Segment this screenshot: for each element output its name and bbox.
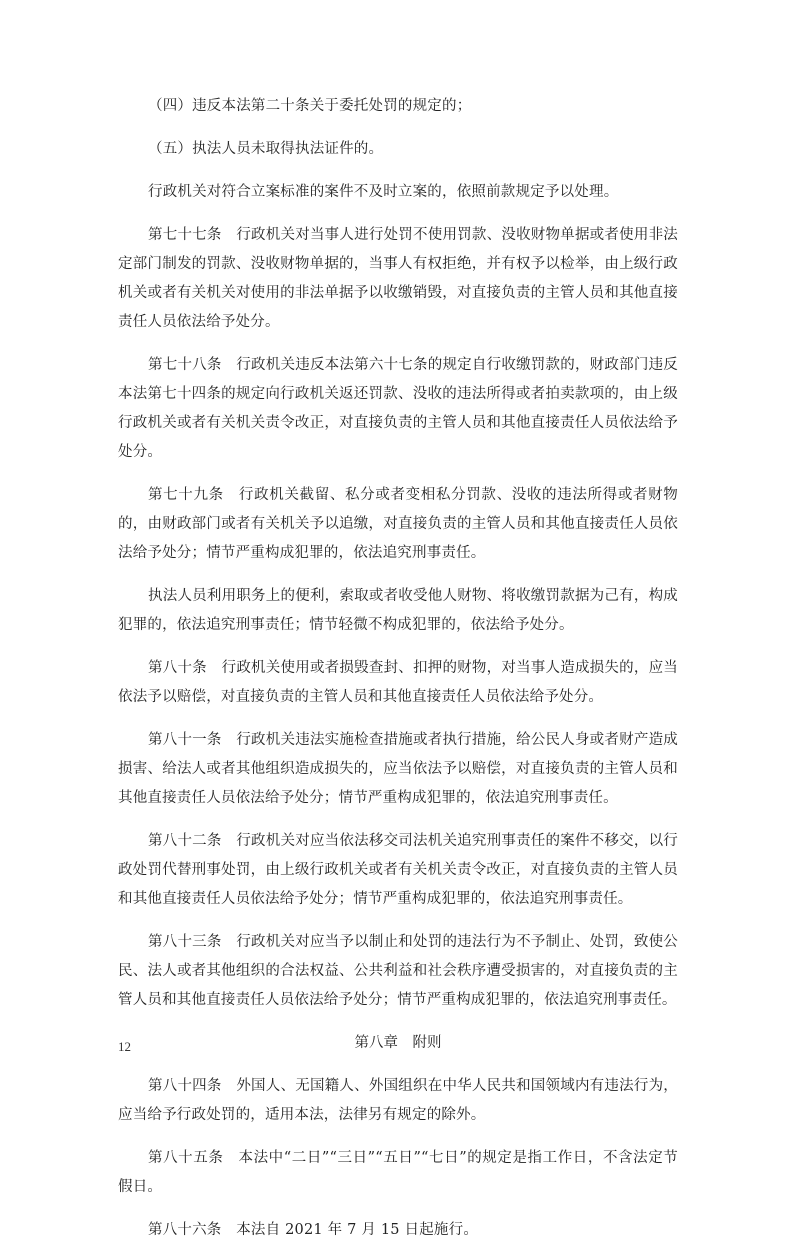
clause-item-5: （五）执法人员未取得执法证件的。 [148, 141, 384, 157]
article-83: 第八十三条 行政机关对应当予以制止和处罚的违法行为不予制止、处罚，致使公民、法人或者其他组织的合法权益、公共利益和社会秩序遭受损害的，对直接负责的主管人员和其他直接责任人员依法给予处分；情节严重构成犯罪的，依法追究刑事责任。 [118, 934, 678, 1008]
article-82: 第八十二条 行政机关对应当依法移交司法机关追究刑事责任的案件不移交，以行政处罚代替刑事处罚，由上级行政机关或者有关机关责令改正，对直接负责的主管人员和其他直接责任人员依法给予处分；情节严重构成犯罪的，依法追究刑事责任。 [118, 833, 678, 907]
page-number: 12 [118, 1039, 131, 1054]
page-body [118, 92, 678, 1245]
article-79: 第七十九条 行政机关截留、私分或者变相私分罚款、没收的违法所得或者财物的，由财政部门或者有关机关予以追缴，对直接负责的主管人员和其他直接责任人员依法给予处分；情节严重构成犯罪的，依法追究刑事责任。 [118, 487, 678, 561]
article-85: 第八十五条 本法中“二日”“三日”“五日”“七日”的规定是指工作日，不含法定节假日。 [118, 1150, 678, 1195]
chapter-heading: 第八章 附则 [354, 1035, 442, 1051]
article-80: 第八十条 行政机关使用或者损毁查封、扣押的财物，对当事人造成损失的，应当依法予以赔偿，对直接负责的主管人员和其他直接责任人员依法给予处分。 [118, 660, 678, 705]
article-78: 第七十八条 行政机关违反本法第六十七条的规定自行收缴罚款的，财政部门违反本法第七十四条的规定向行政机关返还罚款、没收的违法所得或者拍卖款项的，由上级行政机关或者有关机关责令改正，对直接负责的主管人员和其他直接责任人员依法给予处分。 [118, 357, 678, 460]
article-79-paragraph-2: 执法人员利用职务上的便利，索取或者收受他人财物、将收缴罚款据为己有，构成犯罪的，依法追究刑事责任；情节轻微不构成犯罪的，依法给予处分。 [118, 588, 678, 633]
article-84: 第八十四条 外国人、无国籍人、外国组织在中华人民共和国领域内有违法行为，应当给予行政处罚的，适用本法，法律另有规定的除外。 [118, 1078, 678, 1123]
article-86: 第八十六条 本法自 2021 年 7 月 15 日起施行。 [148, 1222, 479, 1238]
article-77: 第七十七条 行政机关对当事人进行处罚不使用罚款、没收财物单据或者使用非法定部门制发的罚款、没收财物单据的，当事人有权拒绝，并有权予以检举，由上级行政机关或者有关机关对使用的非法单据予以收缴销毁，对直接负责的主管人员和其他直接责任人员依法给予处分。 [118, 227, 678, 330]
paragraph-filing-delay: 行政机关对符合立案标准的案件不及时立案的，依照前款规定予以处理。 [148, 184, 619, 200]
clause-item-4: （四）违反本法第二十条关于委托处罚的规定的； [148, 98, 472, 114]
article-81: 第八十一条 行政机关违法实施检查措施或者执行措施，给公民人身或者财产造成损害、给法人或者其他组织造成损失的，应当依法予以赔偿，对直接负责的主管人员和其他直接责任人员依法给予处分；情节严重构成犯罪的，依法追究刑事责任。 [118, 732, 678, 806]
